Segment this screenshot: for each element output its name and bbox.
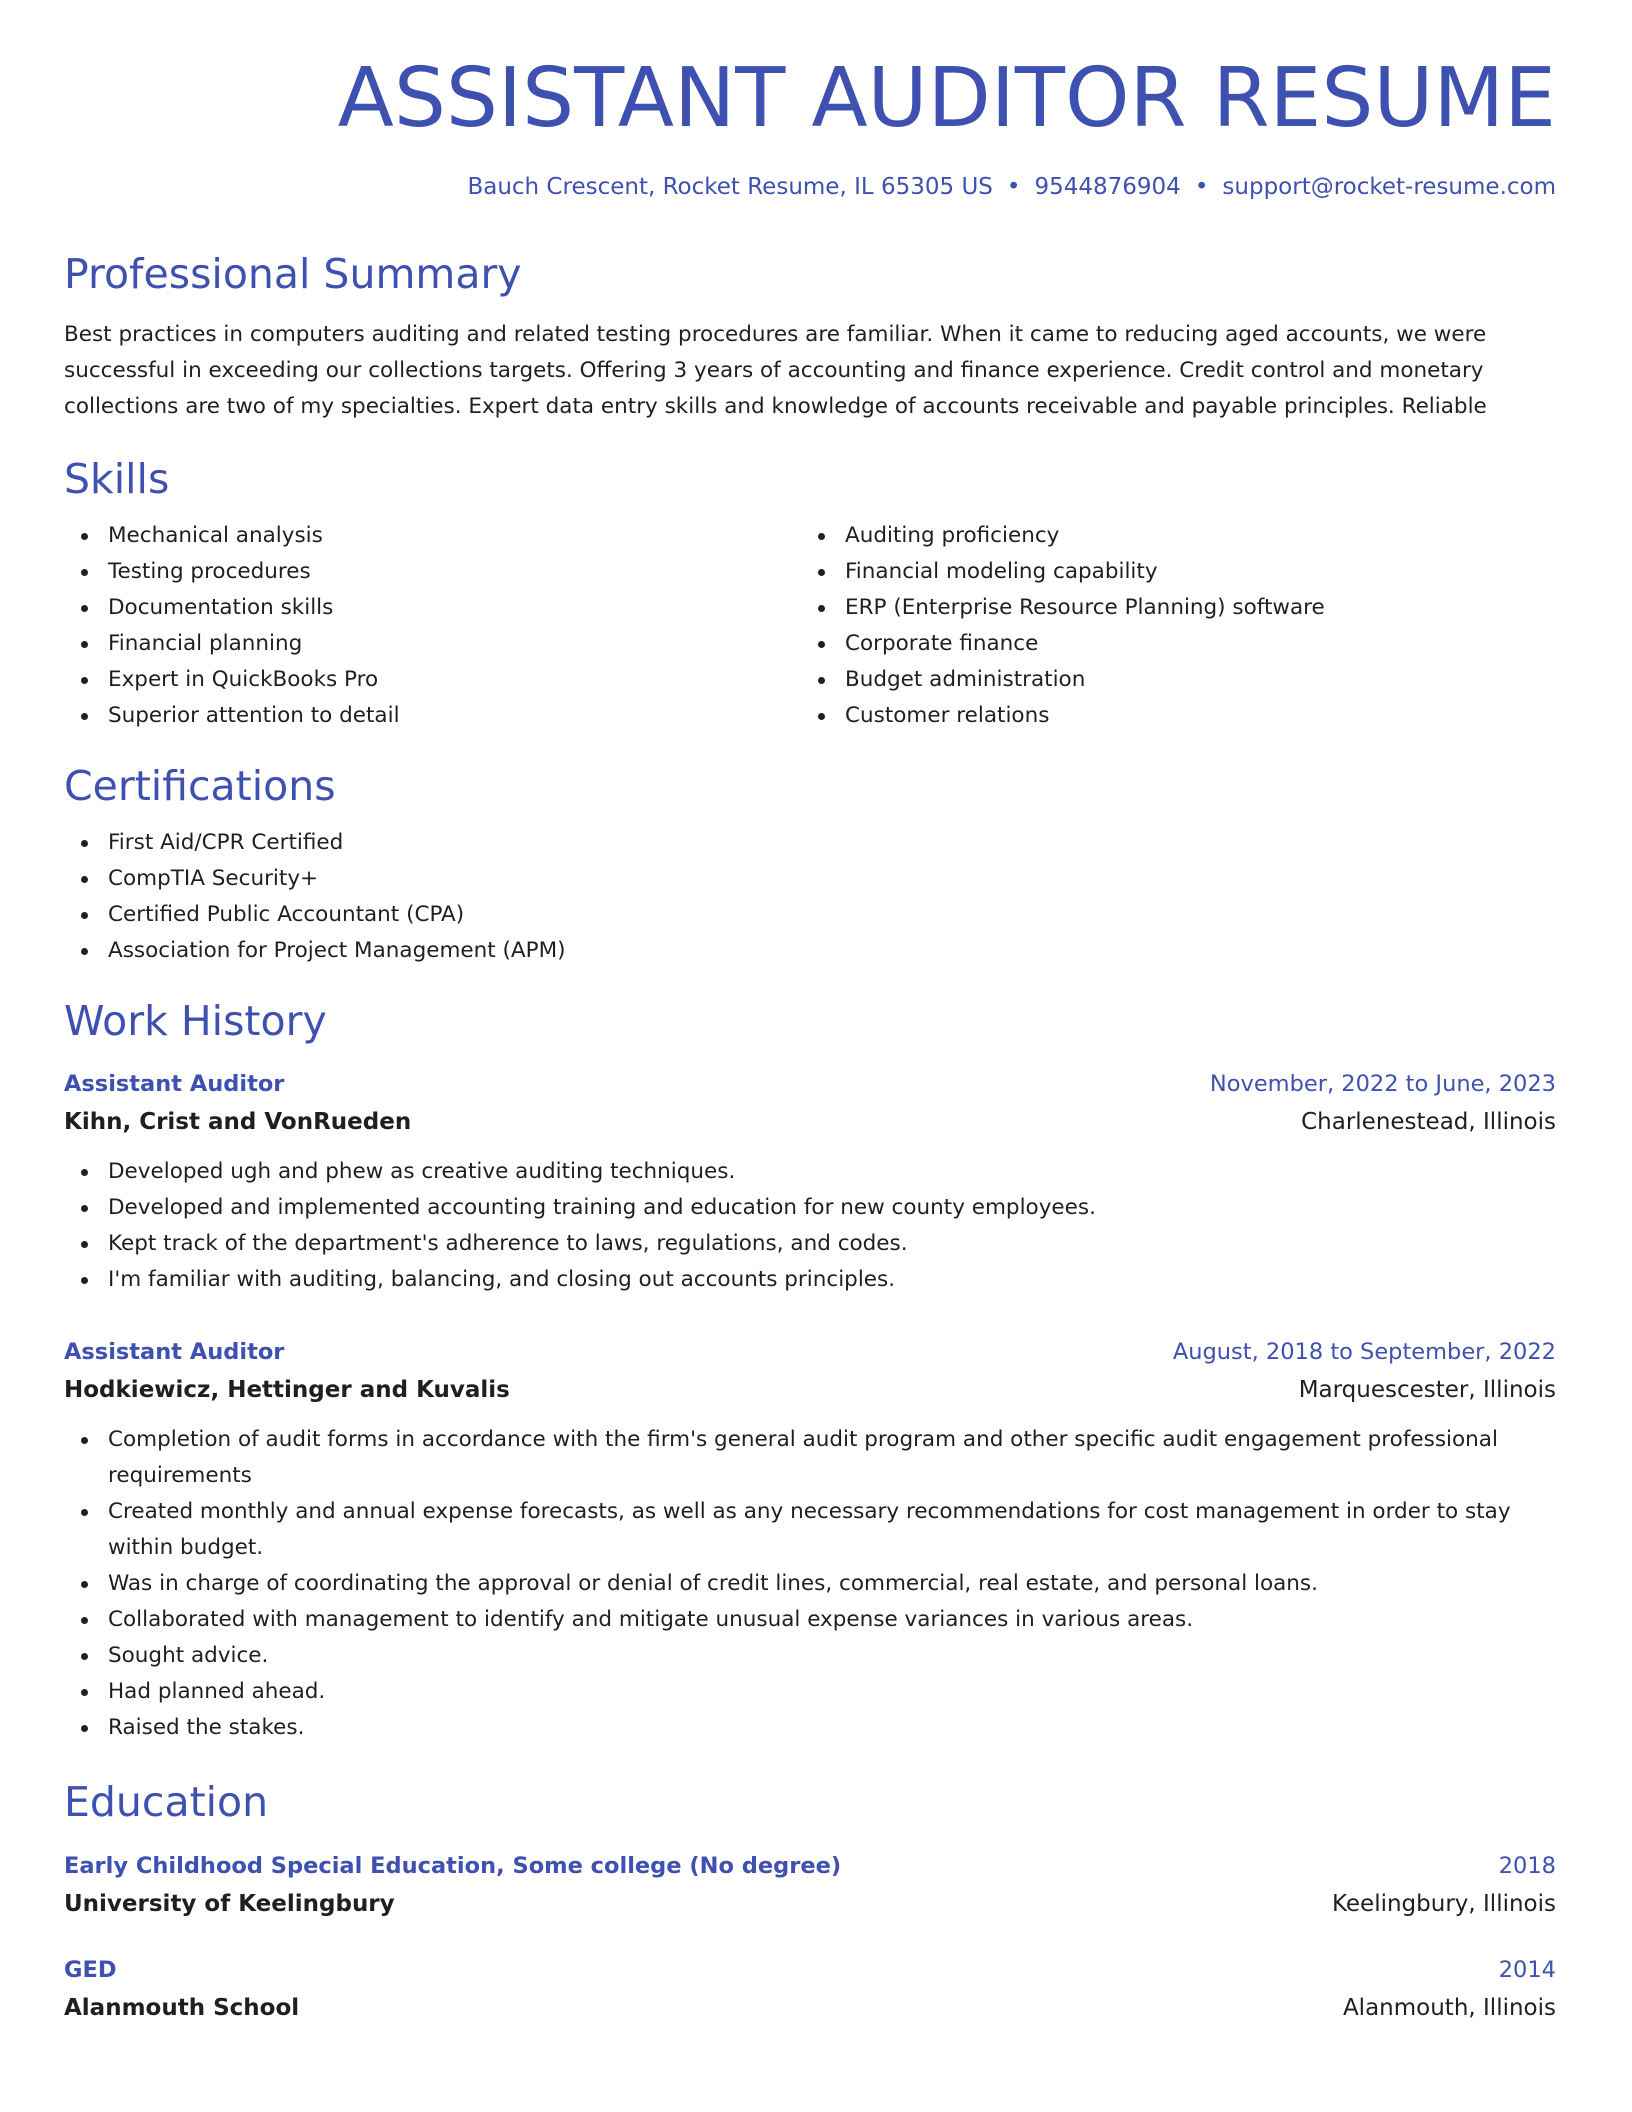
- skill-item: Auditing proficiency: [801, 518, 1538, 554]
- summary-text: Best practices in computers auditing and related testing procedures are familiar. When it came to reducing aged accounts, we were successful in exceeding our collections targets. Offering 3 years of accounting and finance experience. Credit control and monetary collections are two of my specialties. Expert data entry skills and knowledge of accounts receivable and payable principles. Reliable: [64, 321, 1487, 419]
- skills-list-left: [64, 518, 801, 734]
- education-entry: [64, 1952, 1556, 2028]
- certification-item: Certified Public Accountant (CPA): [64, 897, 1556, 933]
- job-duties-list: [64, 1422, 1556, 1746]
- certifications-list: [64, 825, 1556, 969]
- job-role: Assistant Auditor: [64, 1339, 285, 1366]
- skill-item: ERP (Enterprise Resource Planning) software: [801, 590, 1538, 626]
- skills-column-left: [64, 518, 801, 734]
- skill-item: Budget administration: [801, 662, 1538, 698]
- skills-list-right: [801, 518, 1538, 734]
- job-duty-item: Sought advice.: [64, 1638, 1556, 1674]
- skill-item: Financial modeling capability: [801, 554, 1538, 590]
- skill-item: Superior attention to detail: [64, 698, 801, 734]
- contact-line: [64, 174, 1556, 202]
- job-header-row: [64, 1066, 1556, 1102]
- job-company-row: [64, 1102, 1556, 1142]
- education-year: 2014: [1498, 1956, 1556, 1983]
- job-duty-item: Raised the stakes.: [64, 1710, 1556, 1746]
- job-duty-item: Collaborated with management to identify and mitigate unusual expense variances in various areas.: [64, 1602, 1556, 1638]
- contact-separator: •: [1006, 174, 1021, 200]
- job-location: Marquescester, Illinois: [1298, 1377, 1556, 1404]
- resume-title: ASSISTANT AUDITOR RESUME: [337, 51, 1556, 146]
- certifications-heading: Certifications: [64, 761, 336, 810]
- job-role: Assistant Auditor: [64, 1071, 285, 1098]
- resume-header: [64, 0, 1556, 202]
- job-duty-item: Completion of audit forms in accordance with the firm's general audit program and other specific audit engagement professional requirements: [64, 1422, 1556, 1494]
- education-heading: Education: [64, 1778, 269, 1827]
- education-school: University of Keelingbury: [64, 1890, 395, 1917]
- education-year: 2018: [1498, 1852, 1556, 1879]
- job-company: Kihn, Crist and VonRueden: [64, 1109, 412, 1136]
- skill-item: Mechanical analysis: [64, 518, 801, 554]
- job-duty-item: Developed and implemented accounting training and education for new county employees.: [64, 1190, 1556, 1226]
- skills-grid: [64, 518, 1556, 734]
- contact-address: Bauch Crescent, Rocket Resume, IL 65305 US: [467, 174, 993, 200]
- education-degree: Early Childhood Special Education, Some college (No degree): [64, 1852, 842, 1879]
- certification-item: First Aid/CPR Certified: [64, 825, 1556, 861]
- job-duty-item: Was in charge of coordinating the approval or denial of credit lines, commercial, real estate, and personal loans.: [64, 1566, 1556, 1602]
- job-location: Charlenestead, Illinois: [1301, 1109, 1556, 1136]
- skill-item: Corporate finance: [801, 626, 1538, 662]
- job-entry: [64, 1066, 1556, 1298]
- education-location: Keelingbury, Illinois: [1331, 1890, 1556, 1917]
- job-duty-item: Had planned ahead.: [64, 1674, 1556, 1710]
- education-school-row: [64, 1884, 1556, 1924]
- education-degree: GED: [64, 1956, 117, 1983]
- skill-item: Customer relations: [801, 698, 1538, 734]
- contact-separator: •: [1194, 174, 1209, 200]
- job-duty-item: Created monthly and annual expense forecasts, as well as any necessary recommendations for cost management in order to stay within budget.: [64, 1494, 1556, 1566]
- skills-heading: Skills: [64, 454, 170, 503]
- contact-email[interactable]: support@rocket-resume.com: [1222, 174, 1556, 200]
- certification-item: Association for Project Management (APM): [64, 933, 1556, 969]
- skill-item: Financial planning: [64, 626, 801, 662]
- skill-item: Testing procedures: [64, 554, 801, 590]
- contact-phone: 9544876904: [1034, 174, 1181, 200]
- skills-column-right: [801, 518, 1538, 734]
- education-location: Alanmouth, Illinois: [1342, 1994, 1556, 2021]
- education-entry: [64, 1848, 1556, 1924]
- job-duty-item: Developed ugh and phew as creative auditing techniques.: [64, 1154, 1556, 1190]
- education-header-row: [64, 1952, 1556, 1988]
- job-duties-list: [64, 1154, 1556, 1298]
- education-school: Alanmouth School: [64, 1994, 300, 2021]
- job-duty-item: Kept track of the department's adherence to laws, regulations, and codes.: [64, 1226, 1556, 1262]
- job-company-row: [64, 1370, 1556, 1410]
- education-header-row: [64, 1848, 1556, 1884]
- job-entry: [64, 1334, 1556, 1746]
- job-dates: November, 2022 to June, 2023: [1209, 1071, 1556, 1098]
- job-header-row: [64, 1334, 1556, 1370]
- job-company: Hodkiewicz, Hettinger and Kuvalis: [64, 1377, 510, 1404]
- summary-heading: Professional Summary: [64, 249, 522, 298]
- skill-item: Documentation skills: [64, 590, 801, 626]
- education-school-row: [64, 1988, 1556, 2028]
- resume-page: [64, 0, 1556, 2028]
- skill-item: Expert in QuickBooks Pro: [64, 662, 801, 698]
- certification-item: CompTIA Security+: [64, 861, 1556, 897]
- job-dates: August, 2018 to September, 2022: [1172, 1339, 1556, 1366]
- work-history-heading: Work History: [64, 997, 327, 1046]
- job-duty-item: I'm familiar with auditing, balancing, and closing out accounts principles.: [64, 1262, 1556, 1298]
